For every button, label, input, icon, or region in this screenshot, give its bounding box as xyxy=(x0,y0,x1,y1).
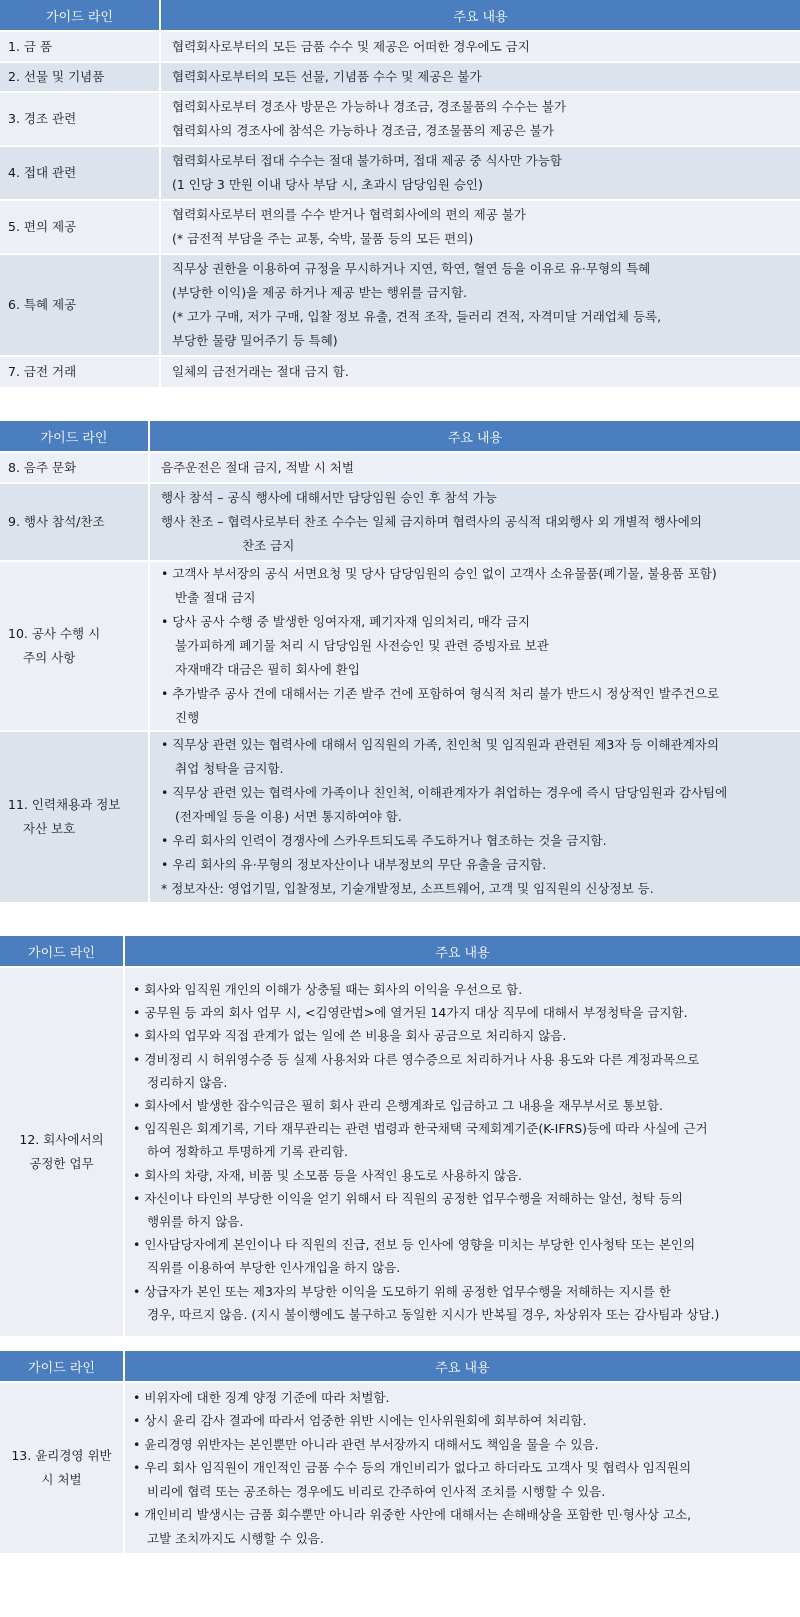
guide-label: 7. 금전 거래 xyxy=(0,356,160,388)
header-guideline: 가이드 라인 xyxy=(0,421,149,452)
header-content: 주요 내용 xyxy=(124,936,800,967)
guide-label: 2. 선물 및 기념품 xyxy=(0,62,160,92)
guide-label: 3. 경조 관련 xyxy=(0,92,160,146)
guide-content: 협력회사로부터의 모든 금품 수수 및 제공은 어떠한 경우에도 금지 xyxy=(160,31,800,62)
header-content: 주요 내용 xyxy=(124,1351,800,1382)
guide-content: • 비위자에 대한 징계 양정 기준에 따라 처벌함. • 상시 윤리 감사 결과에 따라서 엄중한 위반 시에는 인사위원회에 회부하여 처리함. • 윤리경영 위반자는 본인뿐만 아니라 관련 부서장까지 대해서도 책임을 물을 수 있음. • 우리 회사 임직원이 개인적인 금품 수수 등의 개인비리가 없다고 하더라도 고객사 및 협력사 임직원의 비리에 협력 또는 공조하는 경우에도 비리로 간주하여 인사적 조치를 시행할 수 있음. • 개인비리 발생시는 금품 회수뿐만 아니라 위중한 사안에 대해서는 손해배상을 포함한 민·형사상 고소, 고발 조치까지도 시행할 수 있음. xyxy=(124,1382,800,1554)
guide-content: 일체의 금전거래는 절대 금지 함. xyxy=(160,356,800,388)
header-content: 주요 내용 xyxy=(160,0,800,31)
guide-content: 행사 참석 – 공식 행사에 대해서만 담당임원 승인 후 참석 가능 행사 찬조 – 협력사로부터 찬조 수수는 일체 금지하며 협력사의 공식적 대외행사 외 개별적 행사에의 찬조 금지 xyxy=(149,483,800,561)
guide-label: 13. 윤리경영 위반 시 처벌 xyxy=(0,1382,124,1554)
guide-content: 협력회사로부터 경조사 방문은 가능하나 경조금, 경조물품의 수수는 불가 협력회사의 경조사에 참석은 가능하나 경조금, 경조물품의 제공은 불가 xyxy=(160,92,800,146)
guide-content: 음주운전은 절대 금지, 적발 시 처벌 xyxy=(149,452,800,483)
guide-content: 직무상 권한을 이용하여 규정을 무시하거나 지연, 학연, 혈연 등을 이유로 유·무형의 특혜 (부당한 이익)을 제공 하거나 제공 받는 행위를 금지함. (* 고가 구매, 저가 구매, 입찰 정보 유출, 견적 조작, 들러리 견적, 자격미달 거래업체 등록, 부당한 물량 밀어주기 등 특혜) xyxy=(160,254,800,356)
header-guideline: 가이드 라인 xyxy=(0,0,160,31)
guide-content: • 고객사 부서장의 공식 서면요청 및 당사 담당임원의 승인 없이 고객사 소유물품(폐기물, 불용품 포함) 반출 절대 금지 • 당사 공사 수행 중 발생한 잉여자재, 폐기자재 임의처리, 매각 금지 불가피하게 폐기물 처리 시 담당임원 사전승인 및 관련 증빙자료 보관 자재매각 대금은 필히 회사에 환입 • 추가발주 공사 건에 대해서는 기존 발주 건에 포함하여 형식적 처리 불가 반드시 정상적인 발주건으로 진행 xyxy=(149,561,800,731)
header-guideline: 가이드 라인 xyxy=(0,1351,124,1382)
guide-label: 12. 회사에서의 공정한 업무 xyxy=(0,967,124,1337)
guideline-table-2 xyxy=(0,421,800,904)
guide-label: 9. 행사 참석/찬조 xyxy=(0,483,149,561)
header-content: 주요 내용 xyxy=(149,421,800,452)
guide-label: 1. 금 품 xyxy=(0,31,160,62)
guideline-table-3 xyxy=(0,936,800,1338)
guide-label: 4. 접대 관련 xyxy=(0,146,160,200)
guideline-table-1 xyxy=(0,0,800,389)
guide-label: 6. 특혜 제공 xyxy=(0,254,160,356)
guideline-table-4 xyxy=(0,1351,800,1555)
guide-label: 10. 공사 수행 시 주의 사항 xyxy=(0,561,149,731)
guide-content: • 회사와 임직원 개인의 이해가 상충될 때는 회사의 이익을 우선으로 함. • 공무원 등 과의 회사 업무 시, <김영란법>에 열거된 14가지 대상 직무에 대해서 부정청탁을 금지함. • 회사의 업무와 직접 관계가 없는 일에 쓴 비용을 회사 공금으로 처리하지 않음. • 경비정리 시 허위영수증 등 실제 사용처와 다른 영수증으로 처리하거나 사용 용도와 다른 계정과목으로 정리하지 않음. • 회사에서 발생한 잡수익금은 필히 회사 관리 은행계좌로 입금하고 그 내용을 재무부서로 통보함. • 임직원은 회계기록, 기타 재무관리는 관련 법령과 한국채택 국제회계기준(K-IFRS)등에 따라 사실에 근거 하여 정확하고 투명하게 기록 관리함. • 회사의 차량, 자재, 비품 및 소모품 등을 사적인 용도로 사용하지 않음. • 자신이나 타인의 부당한 이익을 얻기 위해서 타 직원의 공정한 업무수행을 저해하는 알선, 청탁 등의 행위를 하지 않음. • 인사담당자에게 본인이나 타 직원의 진급, 전보 등 인사에 영향을 미치는 부당한 인사청탁 또는 본인의 직위를 이용하여 부당한 인사개입을 하지 않음. • 상급자가 본인 또는 제3자의 부당한 이익을 도모하기 위해 공정한 업무수행을 저해하는 지시를 한 경우, 따르지 않음. (지시 불이행에도 불구하고 동일한 지시가 반복될 경우, 차상위자 또는 감사팀과 상담.) xyxy=(124,967,800,1337)
guide-content: • 직무상 관련 있는 협력사에 대해서 임직원의 가족, 친인척 및 임직원과 관련된 제3자 등 이해관계자의 취업 청탁을 금지함. • 직무상 관련 있는 협력사에 가족이나 친인척, 이해관계자가 취업하는 경우에 즉시 담당임원과 감사팀에 (전자메일 등을 이용) 서면 통지하여야 함. • 우리 회사의 인력이 경쟁사에 스카우트되도록 주도하거나 협조하는 것을 금지함. • 우리 회사의 유·무형의 정보자산이나 내부정보의 무단 유출을 금지함. * 정보자산: 영업기밀, 입찰정보, 기술개발정보, 소프트웨어, 고객 및 임직원의 신상정보 등. xyxy=(149,731,800,903)
guide-content: 협력회사로부터 접대 수수는 절대 불가하며, 접대 제공 중 식사만 가능함 (1 인당 3 만원 이내 당사 부담 시, 초과시 담당임원 승인) xyxy=(160,146,800,200)
guide-label: 5. 편의 제공 xyxy=(0,200,160,254)
guide-content: 협력회사로부터 편의를 수수 받거나 협력회사에의 편의 제공 불가 (* 금전적 부담을 주는 교통, 숙박, 물품 등의 모든 편의) xyxy=(160,200,800,254)
guide-label: 11. 인력채용과 정보 자산 보호 xyxy=(0,731,149,903)
header-guideline: 가이드 라인 xyxy=(0,936,124,967)
guide-label: 8. 음주 문화 xyxy=(0,452,149,483)
guide-content: 협력회사로부터의 모든 선물, 기념품 수수 및 제공은 불가 xyxy=(160,62,800,92)
